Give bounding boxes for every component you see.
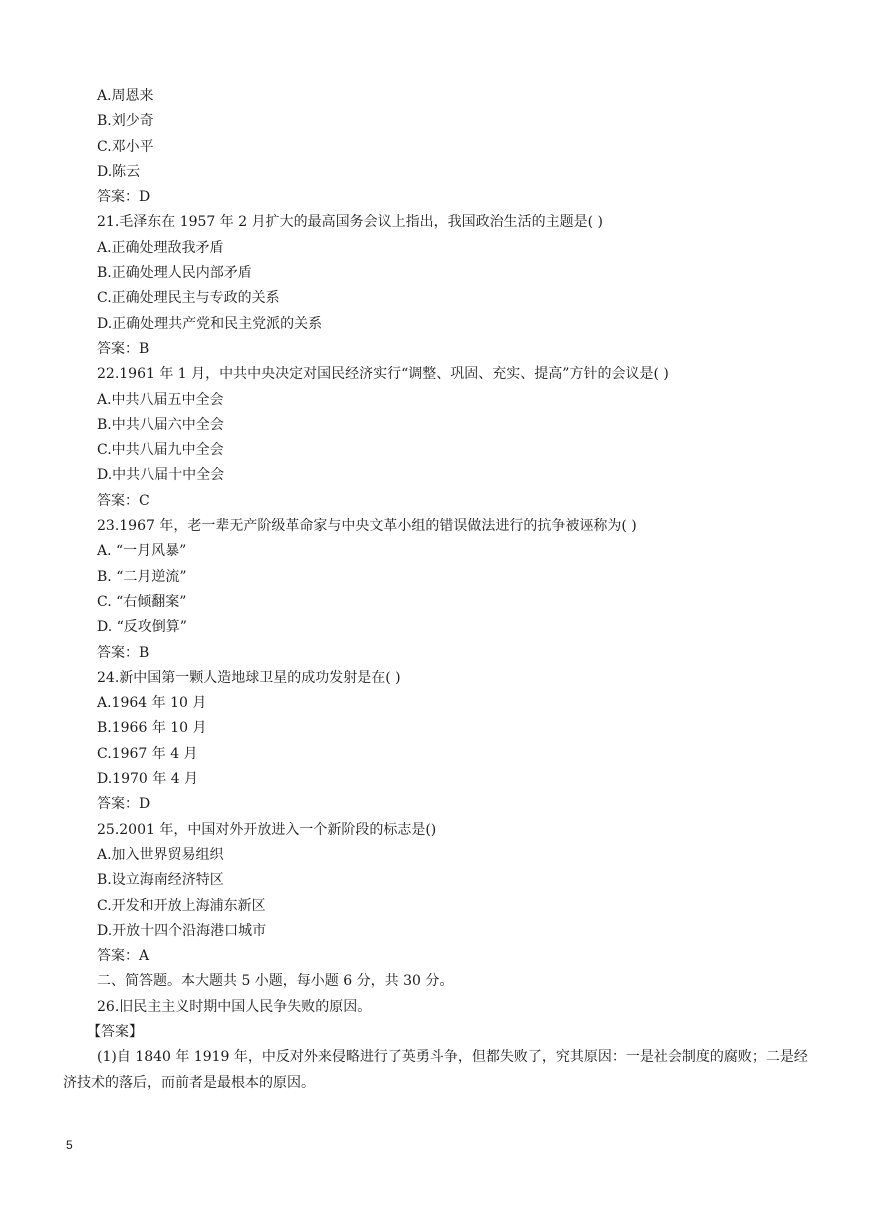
option-line: C.1967 年 4 月: [97, 745, 198, 762]
page-number: 5: [66, 1138, 73, 1152]
option-line: B.刘少奇: [97, 113, 154, 130]
option-line: D.开放十四个沿海港口城市: [97, 922, 267, 939]
option-line: B.设立海南经济特区: [97, 872, 224, 889]
document-content: [63, 84, 808, 1096]
question-25: 25.2001 年，中国对外开放进入一个新阶段的标志是(): [97, 821, 437, 838]
option-line: D.陈云: [97, 163, 141, 180]
answer-line: 答案：D: [97, 796, 151, 813]
option-line: B. “二月逆流”: [97, 568, 187, 585]
option-line: B.正确处理人民内部矛盾: [97, 265, 252, 282]
option-line: D.1970 年 4 月: [97, 771, 199, 788]
option-line: D.中共八届十中全会: [97, 467, 225, 484]
option-line: C. “右倾翻案”: [97, 593, 187, 610]
question-26: 26.旧民主主义时期中国人民争失败的原因。: [97, 998, 372, 1015]
question-24: 24.新中国第一颗人造地球卫星的成功发射是在( ): [97, 669, 401, 686]
option-line: B.中共八届六中全会: [97, 416, 224, 433]
option-line: C.正确处理民主与专政的关系: [97, 290, 280, 307]
answer-paragraph: (1)自 1840 年 1919 年，中反对外来侵略进行了英勇斗争，但都失败了，究其原因：一是社会制度的腐败；二是经济技术的落后，而前者是最根本的原因。: [63, 1049, 808, 1091]
question-21: 21.毛泽东在 1957 年 2 月扩大的最高国务会议上指出，我国政治生活的主题是( ): [97, 214, 603, 231]
option-line: A.正确处理敌我矛盾: [97, 239, 224, 256]
option-line: A. “一月风暴”: [97, 543, 187, 560]
question-22: 22.1961 年 1 月，中共中央决定对国民经济实行“调整、巩固、充实、提高”方针的会议是( ): [97, 366, 669, 383]
answer-label-text: 【答案】: [87, 1023, 143, 1040]
option-line: A.周恩来: [97, 88, 154, 104]
section-heading: 二、简答题。本大题共 5 小题，每小题 6 分，共 30 分。: [97, 973, 454, 990]
answer-label: [87, 1020, 807, 1045]
option-line: A.中共八届五中全会: [97, 391, 224, 408]
option-line: D.正确处理共产党和民主党派的关系: [97, 315, 323, 332]
option-line: C.中共八届九中全会: [97, 442, 224, 459]
answer-line: 答案：C: [97, 492, 150, 509]
question-23: 23.1967 年，老一辈无产阶级革命家与中央文革小组的错误做法进行的抗争被诬称为( ): [97, 518, 637, 535]
option-line: B.1966 年 10 月: [97, 720, 207, 737]
option-line: C.邓小平: [97, 138, 154, 155]
answer-line: 答案：A: [97, 948, 150, 965]
option-line: C.开发和开放上海浦东新区: [97, 897, 266, 914]
answer-line: 答案：B: [97, 340, 150, 357]
option-line: A.加入世界贸易组织: [97, 846, 224, 863]
answer-line: 答案：B: [97, 644, 150, 661]
option-line: A.1964 年 10 月: [97, 695, 207, 712]
option-line: D. “反攻倒算”: [97, 619, 187, 636]
answer-line: 答案：D: [97, 189, 151, 206]
